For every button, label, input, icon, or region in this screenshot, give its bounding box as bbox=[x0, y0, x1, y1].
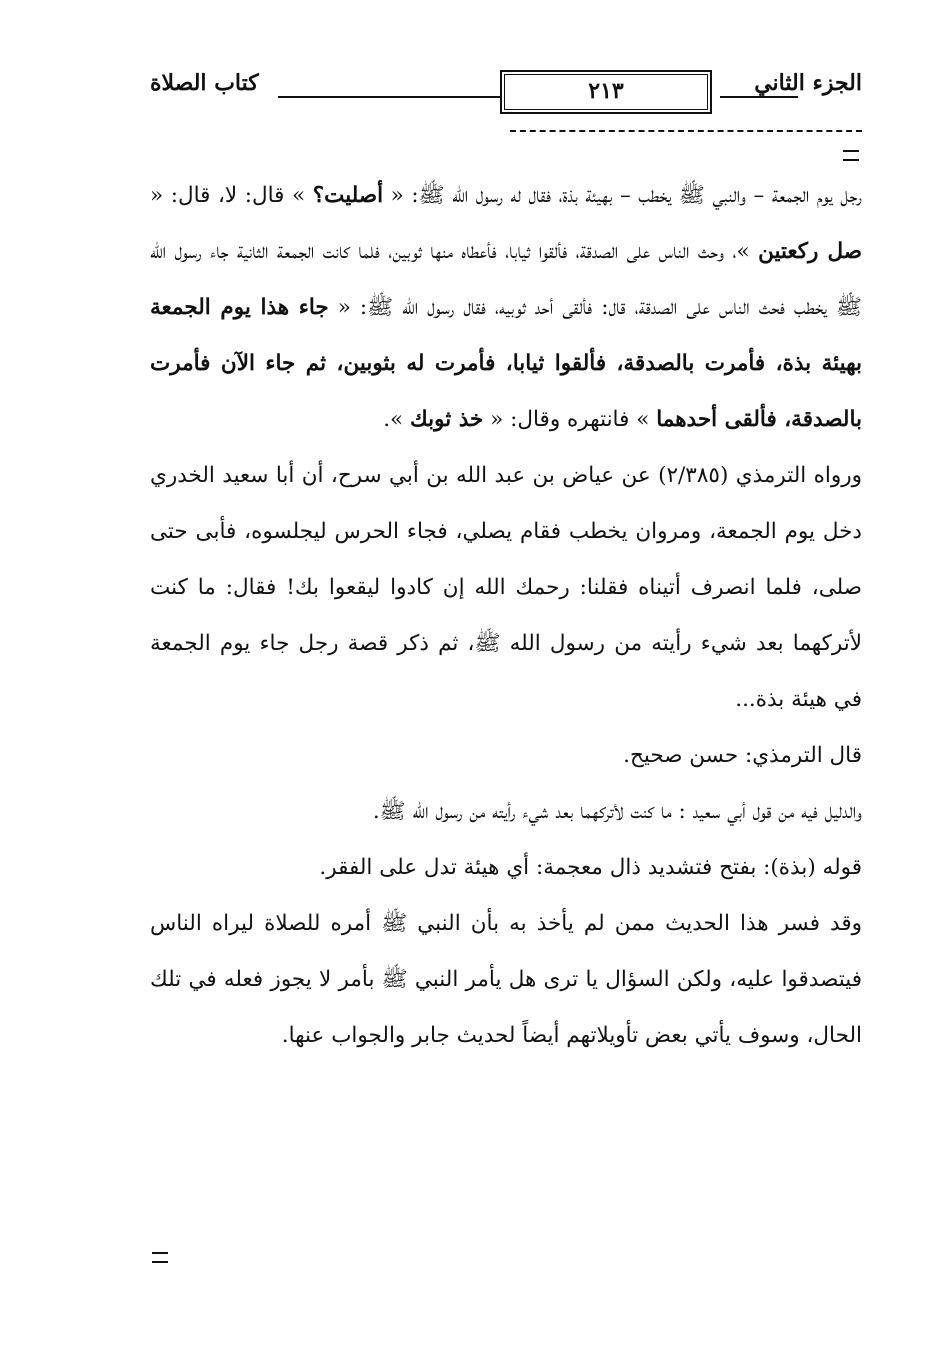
paragraph-grading: قال الترمذي: حسن صحيح. bbox=[623, 743, 862, 768]
quote-bold: صل ركعتين bbox=[758, 239, 862, 264]
paragraph-tirmidhi: ورواه الترمذي (٢/٣٨٥) عن عياض بن عبد الله بن أبي سرح، أن أبا سعيد الخدري دخل يوم الجمعة، ومروان يخطب فقام يصلي، فجاء الحرس ليجلسوه، فأبى حتى صلى، فلما انصرف أتيناه فقلنا: رحمك الله إن كادوا ليقعوا بك! فقال: ما كنت لأتركهما بعد شيء رأيته من رسول الله ﷺ، ثم ذكر قصة رجل جاء يوم الجمعة في هيئة بذة... bbox=[150, 463, 862, 712]
page-number-frame bbox=[500, 70, 712, 114]
dashed-separator bbox=[510, 130, 862, 132]
paragraph-discussion: وقد فسر هذا الحديث ممن لم يأخذ به بأن النبي ﷺ أمره للصلاة ليراه الناس فيتصدقوا عليه، ولكن السؤال يا ترى هل يأمر النبي ﷺ بأمر لا يجوز فعله في تلك الحال، وسوف يأتي بعض تأويلاتهم أيضاً لحديث جابر والجواب عنها. bbox=[150, 911, 862, 1048]
quote-bold: خذ ثوبك bbox=[410, 407, 484, 432]
quote-bold: جاء هذا يوم الجمعة بهيئة بذة، فأمرت بالصدقة، فألقوا ثيابا، فأمرت له بثوبين، ثم جاء الآن فأمرت بالصدقة، فألقى أحدهما bbox=[150, 295, 862, 432]
continuation-mark bbox=[152, 1252, 168, 1263]
text-run: » قال: لا، قال: « bbox=[150, 183, 313, 208]
running-header bbox=[150, 70, 862, 120]
volume-title: الجزء الثاني bbox=[754, 70, 862, 96]
header-rule bbox=[278, 96, 500, 98]
header-rule bbox=[720, 96, 798, 98]
paragraph-definition: قوله (بذة): بفتح فتشديد ذال معجمة: أي هيئة تدل على الفقر. bbox=[319, 855, 862, 880]
text-run: »، وحث الناس على الصدقة، فألقوا ثيابا، فأعطاه منها ثوبين، فلما كانت الجمعة الثانية جاء رسول الله ﷺ يخطب فحث الناس على الصدقة، قال: فألقى أحد ثوبيه، فقال رسول الله ﷺ: « bbox=[150, 239, 862, 320]
chapter-title: كتاب الصلاة bbox=[150, 70, 259, 96]
text-run: » فانتهره وقال: « bbox=[483, 407, 657, 432]
paragraph-hadith bbox=[150, 168, 862, 448]
quote-bold: أصليت؟ bbox=[312, 183, 384, 208]
text-run: ». bbox=[383, 407, 411, 432]
body-text bbox=[150, 168, 862, 1064]
continuation-mark bbox=[843, 150, 859, 161]
text-run: رجل يوم الجمعة – والنبي ﷺ يخطب – بهيئة بذة، فقال له رسول الله ﷺ: « bbox=[383, 183, 862, 208]
page-number: ٢١٣ bbox=[588, 78, 624, 104]
paragraph-evidence: والدليل فيه من قول أبي سعيد : ما كنت لأتركهما بعد شيء رأيته من رسول الله ﷺ. bbox=[372, 799, 862, 824]
